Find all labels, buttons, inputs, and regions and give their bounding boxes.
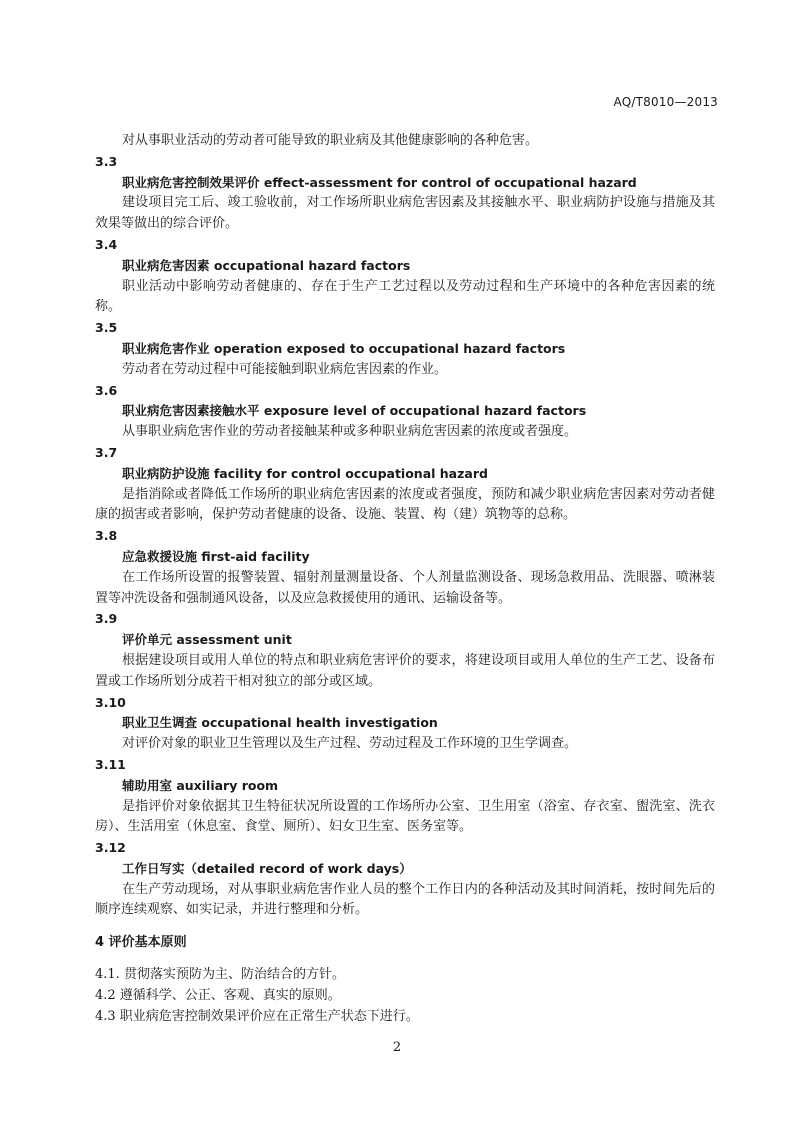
term-title: 评价单元 assessment unit — [122, 632, 292, 648]
clause-number: 3.7 — [95, 444, 118, 460]
lead-paragraph: 对从事职业活动的劳动者可能导致的职业病及其他健康影响的各种危害。 — [122, 133, 539, 148]
term-definition: 从事职业病危害作业的劳动者接触某种或多种职业病危害因素的浓度或者强度。 — [122, 424, 578, 440]
term-definition: 劳动者在劳动过程中可能接触到职业病危害因素的作业。 — [122, 361, 448, 377]
clause-number: 3.8 — [95, 528, 118, 544]
definition-entry — [95, 609, 715, 692]
term-title: 职业卫生调查 occupational health investigation — [122, 715, 438, 731]
page-number: 2 — [392, 1040, 402, 1055]
definition-entry — [95, 318, 715, 380]
term-title: 职业病危害控制效果评价 effect-assessment for control of occupational hazard — [122, 174, 637, 190]
principle-item: 4.1. 贯彻落实预防为主、防治结合的方针。 — [95, 967, 345, 983]
principle-item: 4.2 遵循科学、公正、客观、真实的原则。 — [95, 987, 341, 1003]
clause-number: 3.11 — [95, 756, 126, 772]
principles-list — [95, 965, 715, 1027]
term-definition: 对评价对象的职业卫生管理以及生产过程、劳动过程及工作环境的卫生学调查。 — [122, 736, 578, 752]
clause-number: 3.4 — [95, 236, 118, 252]
definition-entry — [95, 381, 715, 443]
term-title: 职业病危害作业 operation exposed to occupational hazard factors — [122, 340, 566, 356]
principle-item: 4.3 职业病危害控制效果评价应在正常生产状态下进行。 — [95, 1008, 419, 1024]
definition-entry — [95, 755, 715, 838]
term-definition: 在生产劳动现场，对从事职业病危害作业人员的整个工作日内的各种活动及其时间消耗，按时间先后的顺序连续观察、如实记录，并进行整理和分析。 — [95, 881, 715, 918]
term-title: 职业病危害因素 occupational hazard factors — [122, 257, 411, 273]
clause-number: 3.3 — [95, 153, 118, 169]
clause-number: 3.5 — [95, 320, 118, 336]
term-definition: 建设项目完工后、竣工验收前，对工作场所职业病危害因素及其接触水平、职业病防护设施与措施及其效果等做出的综合评价。 — [95, 195, 715, 232]
term-title: 职业病危害因素接触水平 exposure level of occupational hazard factors — [122, 403, 587, 419]
definition-entry — [95, 838, 715, 921]
definition-entry — [95, 235, 715, 318]
section-4-title: 4 评价基本原则 — [95, 935, 187, 951]
definition-entry — [95, 526, 715, 609]
definition-entry — [95, 443, 715, 526]
term-title: 辅助用室 auxiliary room — [122, 777, 279, 793]
term-definition: 是指消除或者降低工作场所的职业病危害因素的浓度或者强度，预防和减少职业病危害因素对劳动者健康的损害或者影响，保护劳动者健康的设备、设施、装置、构（建）筑物等的总称。 — [95, 486, 715, 523]
clause-number: 3.12 — [95, 840, 126, 856]
term-definition: 职业活动中影响劳动者健康的、存在于生产工艺过程以及劳动过程和生产环境中的各种危害因素的统称。 — [95, 278, 715, 315]
clause-number: 3.6 — [95, 382, 118, 398]
term-title: 应急救援设施 first-aid facility — [122, 548, 310, 564]
document-body — [95, 131, 715, 1027]
definition-entry — [95, 152, 715, 235]
clause-number: 3.10 — [95, 694, 126, 710]
term-definition: 根据建设项目或用人单位的特点和职业病危害评价的要求，将建设项目或用人单位的生产工艺、设备布置或工作场所划分成若干相对独立的部分或区域。 — [95, 652, 715, 689]
definition-entry — [95, 693, 715, 755]
term-title: 职业病防护设施 facility for control occupational hazard — [122, 465, 488, 481]
clause-number: 3.9 — [95, 611, 118, 627]
definitions-list — [95, 152, 715, 921]
term-title: 工作日写实（detailed record of work days） — [122, 860, 412, 876]
standard-code: AQ/T8010—2013 — [613, 95, 718, 109]
term-definition: 是指评价对象依据其卫生特征状况所设置的工作场所办公室、卫生用室（浴室、存衣室、盥洗室、洗衣房）、生活用室（休息室、食堂、厕所）、妇女卫生室、医务室等。 — [95, 798, 715, 835]
term-definition: 在工作场所设置的报警装置、辐射剂量测量设备、个人剂量监测设备、现场急救用品、洗眼器、喷淋装置等冲洗设备和强制通风设备，以及应急救援使用的通讯、运输设备等。 — [95, 569, 715, 606]
